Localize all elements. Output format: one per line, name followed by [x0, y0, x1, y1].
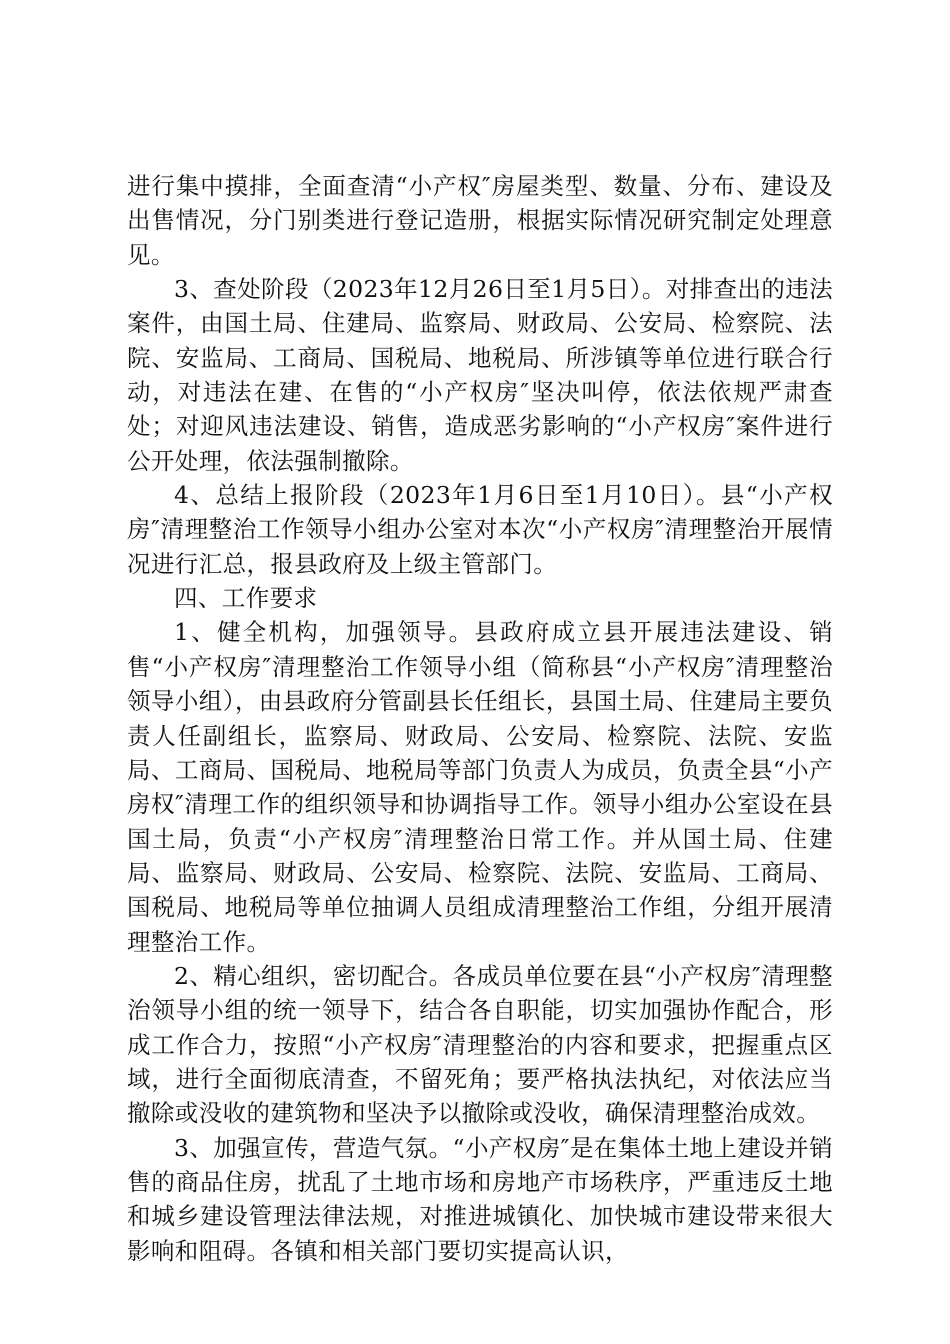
document-body: [127, 169, 833, 1268]
paragraph-requirement-organization: 1、健全机构，加强领导。县政府成立县开展违法建设、销售“小产权房″清理整治工作领导小组（简称县“小产权房″清理整治领导小组），由县政府分管副县长任组长，县国土局、住建局主要负责人任副组长，监察局、财政局、公安局、检察院、法院、安监局、工商局、国税局、地税局等部门负责人为成员，负责全县“小产房权″清理工作的组织领导和协调指导工作。领导小组办公室设在县国土局，负责“小产权房″清理整治日常工作。并从国土局、住建局、监察局、财政局、公安局、检察院、法院、安监局、工商局、国税局、地税局等单位抽调人员组成清理整治工作组，分组开展清理整治工作。: [127, 618, 833, 956]
paragraph-enforcement-stage: 3、查处阶段（2023年12月26日至1月5日）。对排查出的违法案件，由国土局、住建局、监察局、财政局、公安局、检察院、法院、安监局、工商局、国税局、地税局、所涉镇等单位进行联合行动，对违法在建、在售的“小产权房″坚决叫停，依法依规严肃查处；对迎风违法建设、销售，造成恶劣影响的“小产权房″案件进行公开处理，依法强制撤除。: [127, 275, 834, 475]
paragraph-summary-stage: 4、总结上报阶段（2023年1月6日至1月10日）。县“小产权房″清理整治工作领导小组办公室对本次“小产权房″清理整治开展情况进行汇总，报县政府及上级主管部门。: [127, 481, 833, 578]
paragraph-requirement-cooperation: 2、精心组织，密切配合。各成员单位要在县“小产权房″清理整治领导小组的统一领导下，结合各自职能，切实加强协作配合，形成工作合力，按照“小产权房″清理整治的内容和要求，把握重点区域，进行全面彻底清查，不留死角；要严格执法执纪，对依法应当撤除或没收的建筑物和坚决予以撤除或没收，确保清理整治成效。: [127, 961, 833, 1128]
section-heading-work-requirements: 四、工作要求: [174, 584, 318, 613]
paragraph-requirement-publicity: 3、加强宣传，营造气氛。“小产权房″是在集体土地上建设并销售的商品住房，扰乱了土地市场和房地产市场秩序，严重违反土地和城乡建设管理法律法规，对推进城镇化、加快城市建设带来很大影响和阻碍。各镇和相关部门要切实提高认识，: [127, 1133, 833, 1265]
paragraph-investigation-continued: 进行集中摸排，全面查清“小产权″房屋类型、数量、分布、建设及出售情况，分门别类进行登记造册，根据实际情况研究制定处理意见。: [127, 172, 833, 269]
